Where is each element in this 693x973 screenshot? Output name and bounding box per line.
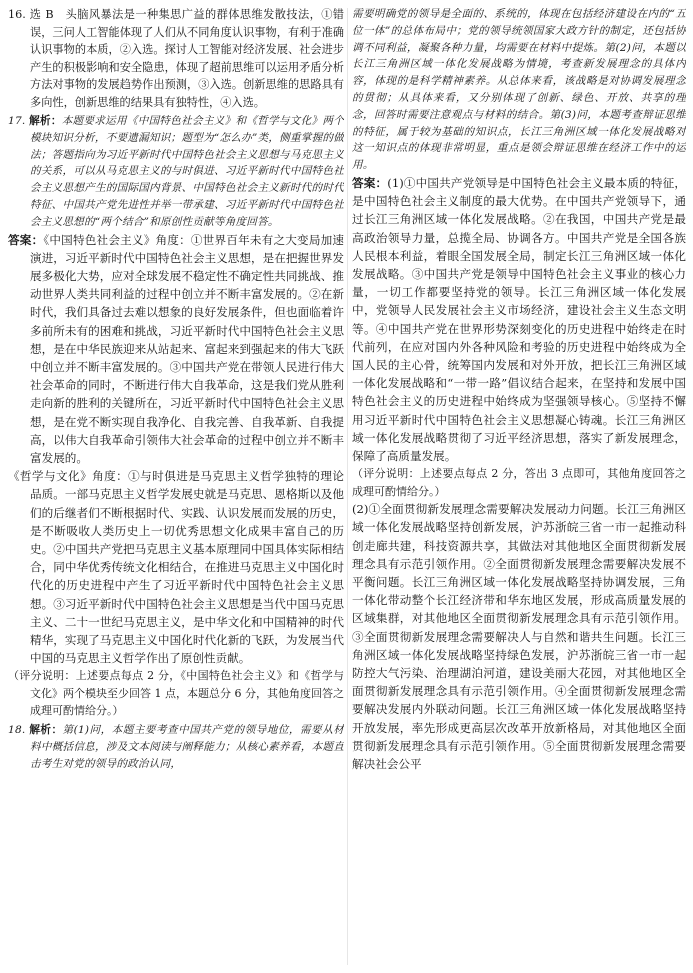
question-16 [8,6,344,111]
question-18-answer-1: (1)①中国共产党领导是中国特色社会主义最本质的特征，是中国特色社会主义制度的最大优势。在中国共产党领导下，通过长江三角洲区域一体化发展战略。②在我国，中国共产党是最高政治领导力量，总揽全局、协调各方。中国共产党是全国各族人民根本利益，着眼全国发展全局，制定长江三角洲区域一体化发展战略。③中国共产党是领导中国特色社会主义事业的核心力量，一切工作都要坚持党的领导。长江三角洲区域一体化发展中，党领导人民发展社会主义市场经济，建设社会主义生态文明等。④中国共产党在世界形势深刻变化的历史进程中始终走在时代前列，在应对国内外各种风险和考验的历史进程中始终成为全国人民的主心骨，统筹国内发展和对外开放，把长江三角洲区域一体化发展战略和“一带一路”倡议结合起来，在坚持和发展中国特色社会主义的历史进程中始终成为坚强领导核心。⑤坚持不懈用习近平新时代中国特色社会主义思想凝心铸魂。长江三角洲区域一体化发展战略贯彻了习近平经济思想，落实了新发展理念，保障了高质量发展。 [352,175,686,464]
question-number: 16. [8,8,26,21]
left-column [8,6,344,973]
question-17 [8,113,344,720]
column-divider [347,8,348,965]
question-17-scoring-note: （评分说明：上述要点每点 2 分，《中国特色社会主义》和《哲学与文化》两个模块至少回答 1 点，本题总分 6 分，其他角度回答之成理可酌情给分。） [8,669,344,718]
question-16-text: 选 B 头脑风暴法是一种集思广益的群体思维发散技法，①错误，三问人工智能体现了人们从不同角度认识事物，有利于准确认识事物的本质，②入选。探讨人工智能对经济发展、社会进步产生的积极影响和安全隐患，体现了超前思维可以运用矛盾分析方法对事物的发展趋势作出预测，③入选。创新思维的思路具有多向性，创新思维的结果具有独特性，④入选。 [29,8,344,109]
question-18-scoring-note: （评分说明：上述要点每点 2 分，答出 3 点即可，其他角度回答之成理可酌情给分。） [352,467,686,498]
question-17-answer-part2: 《哲学与文化》角度：①与时俱进是马克思主义哲学独特的理论品质。一部马克思主义哲学发展史就是马克思、恩格斯以及他们的后继者们不断根据时代、实践、认识发展而发展的历史，是不断吸收人类历史上一切优秀思想文化成果丰富自己的历史。②中国共产党把马克思主义基本原理同中国具体实际相结合，同中华优秀传统文化相结合，在推进马克思主义中国化时代化的历史进程中产生了习近平新时代中国特色社会主义思想。③习近平新时代中国特色社会主义思想是当代中国马克思主义、二十一世纪马克思主义，是中华文化和中国精神的时代精华，实现了马克思主义中国化时代化新的飞跃，为发展当代中国的马克思主义哲学作出了原创性贡献。 [8,469,344,666]
question-number: 17. [8,115,26,127]
question-17-analysis: 本题要求运用《中国特色社会主义》和《哲学与文化》两个模块知识分析，不要遗漏知识；题型为“怎么办”类，侧重掌握的做法；答题指向为习近平新时代中国特色社会主义思想与马克思主义的关系，可以从马克思主义的与时俱进、习近平新时代中国特色社会主义思想产生的国际国内背景、中国特色社会主义新时代的时代特征、中国共产党先进性并举一带承建、习近平新时代中国特色社会主义思想的“两个结合”和原创性贡献等角度回答。 [30,115,344,228]
right-column [352,6,686,973]
question-number: 18. [8,723,26,736]
question-18-analysis-continued: 需要明确党的领导是全面的、系统的，体现在包括经济建设在内的“五位一体”的总体布局中；党的领导统领国家大政方针的制定，还包括协调不同利益，凝聚各种力量，均需要在材料中提炼。第(2)问，本题以长江三角洲区域一体化发展战略为情境，考查新发展理念的具体内容，体现的是科学精神素养。从总体来看，该战略是对协调发展理念的贯彻；从具体来看，又分别体现了创新、绿色、开放、共享的理念，回答时需要注意观点与材料的结合。第(3)问，本题考查辩证思维的特征，属于较为基础的知识点，长江三角洲区域一体化发展战略对这一知识点的体现非常明显，重点是领会辩证思维在经济工作中的运用。 [352,8,686,172]
analysis-tag: 解析： [29,723,63,736]
analysis-tag: 解析： [29,115,62,127]
question-18 [8,722,344,772]
answer-tag: 答案： [352,175,388,190]
answer-tag: 答案： [8,232,44,247]
question-18-analysis-start: 第(1)问，本题主要考查中国共产党的领导地位，需要从材料中概括信息，涉及文本阅读与阐释能力；从核心素养看，本题直击考生对党的领导的政治认同， [30,723,344,770]
question-17-answer-part1: 《中国特色社会主义》角度：①世界百年未有之大变局加速演进，习近平新时代中国特色社会主义思想，是在把握世界发展多极化大势，应对全球发展不稳定性不确定性共同挑战、推动世界人类共同利益的过程中创立并不断丰富发展的。②在新时代，我们具备过去难以想象的良好发展条件，但也面临着许多前所未有的困难和挑战，习近平新时代中国特色社会主义思想，是在中华民族迎来从站起来、富起来到强起来的伟大飞跃中创立并不断丰富发展的。③中国共产党在带领人民进行伟大社会革命的同时，不断进行伟大自我革命，这是我们党从胜利走向新的胜利的关键所在，习近平新时代中国特色社会主义思想，是在党不断实现自我净化、自我完善、自我革新、自我提高，以伟大自我革命引领伟大社会革命的过程中创立并不断丰富发展的。 [30,232,344,466]
question-18-answer-2: (2)①全面贯彻新发展理念需要解决发展动力问题。长江三角洲区域一体化发展战略坚持创新发展，沪苏浙皖三省一市一起推动科创走廊共建，科技资源共享，其做法对其他地区全面贯彻新发展理念具有示范引领作用。②全面贯彻新发展理念需要解决发展不平衡问题。长江三角洲区域一体化发展战略坚持协调发展，三角一体化带动整个长江经济带和华东地区发展，形成高质量发展的区域集群，对其他地区全面贯彻新发展理念具有示范引领作用。③全面贯彻新发展理念需要解决人与自然和谐共生问题。长江三角洲区域一体化发展战略坚持绿色发展，沪苏浙皖三省一市一起防控大气污染、治理湖泊河道，建设美丽大花园，对其他地区全面贯彻新发展理念具有示范引领作用。④全面贯彻新发展理念需要解决发展内外联动问题。长江三角洲区域一体化发展战略坚持开放发展，率先形成更高层次改革开放新格局，对其他地区全面贯彻新发展理念具有示范引领作用。⑤全面贯彻新发展理念需要解决社会公平 [352,502,686,772]
